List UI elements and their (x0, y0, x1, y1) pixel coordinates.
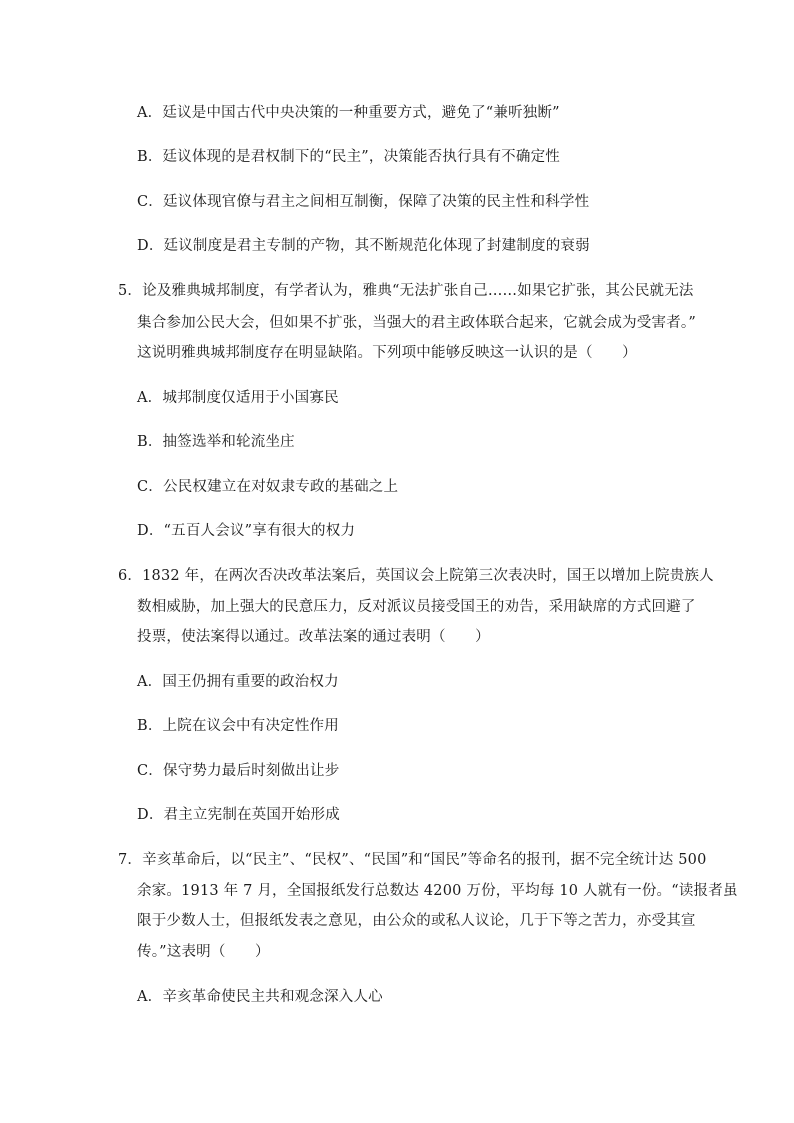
q5-stem-line-3: 这说明雅典城邦制度存在明显缺陷。下列项中能够反映这一认识的是（ ） (137, 345, 637, 361)
q6-stem-line-1: 6．1832 年，在两次否决改革法案后，英国议会上院第三次表决时，国王以增加上院贵族人 (118, 568, 714, 584)
q7-stem-line-4: 传。”这表明（ ） (137, 944, 270, 960)
q4-option-d: D．廷议制度是君主专制的产物，其不断规范化体现了封建制度的衰弱 (137, 238, 590, 254)
q6-stem-line-2: 数相威胁，加上强大的民意压力，反对派议员接受国王的劝告，采用缺席的方式回避了 (137, 599, 696, 615)
q5-stem-line-1: 5．论及雅典城邦制度，有学者认为，雅典“无法扩张自己……如果它扩张，其公民就无法 (118, 283, 694, 299)
q4-option-a: A．廷议是中国古代中央决策的一种重要方式，避免了“兼听独断” (137, 105, 560, 121)
q6-option-a: A．国王仍拥有重要的政治权力 (137, 674, 339, 690)
q5-option-c: C．公民权建立在对奴隶专政的基础之上 (137, 479, 399, 495)
q5-option-a: A．城邦制度仅适用于小国寡民 (137, 390, 339, 406)
q7-stem-line-3: 限于少数人士，但报纸发表之意见，由公众的或私人议论，几于下等之苦力，亦受其宣 (137, 913, 696, 929)
q7-option-a: A．辛亥革命使民主共和观念深入人心 (137, 989, 383, 1005)
q5-option-d: D．“五百人会议”享有很大的权力 (137, 523, 356, 539)
q6-option-d: D．君主立宪制在英国开始形成 (137, 807, 340, 823)
q7-stem-line-2: 余家。1913 年 7 月，全国报纸发行总数达 4200 万份，平均每 10 人就有一份。“读报者虽 (137, 883, 738, 899)
q6-option-c: C．保守势力最后时刻做出让步 (137, 763, 340, 779)
q5-stem-line-2: 集合参加公民大会，但如果不扩张，当强大的君主政体联合起来，它就会成为受害者。” (137, 315, 696, 331)
q6-option-b: B．上院在议会中有决定性作用 (137, 718, 339, 734)
q4-option-b: B．廷议体现的是君权制下的“民主”，决策能否执行具有不确定性 (137, 149, 560, 165)
q5-option-b: B．抽签选举和轮流坐庄 (137, 434, 295, 450)
q6-stem-line-3: 投票，使法案得以通过。改革法案的通过表明（ ） (137, 629, 490, 645)
q7-stem-line-1: 7．辛亥革命后，以“民主”、“民权”、“民国”和“国民”等命名的报刊，据不完全统计达 500 (118, 852, 707, 868)
q4-option-c: C．廷议体现官僚与君主之间相互制衡，保障了决策的民主性和科学性 (137, 194, 590, 210)
